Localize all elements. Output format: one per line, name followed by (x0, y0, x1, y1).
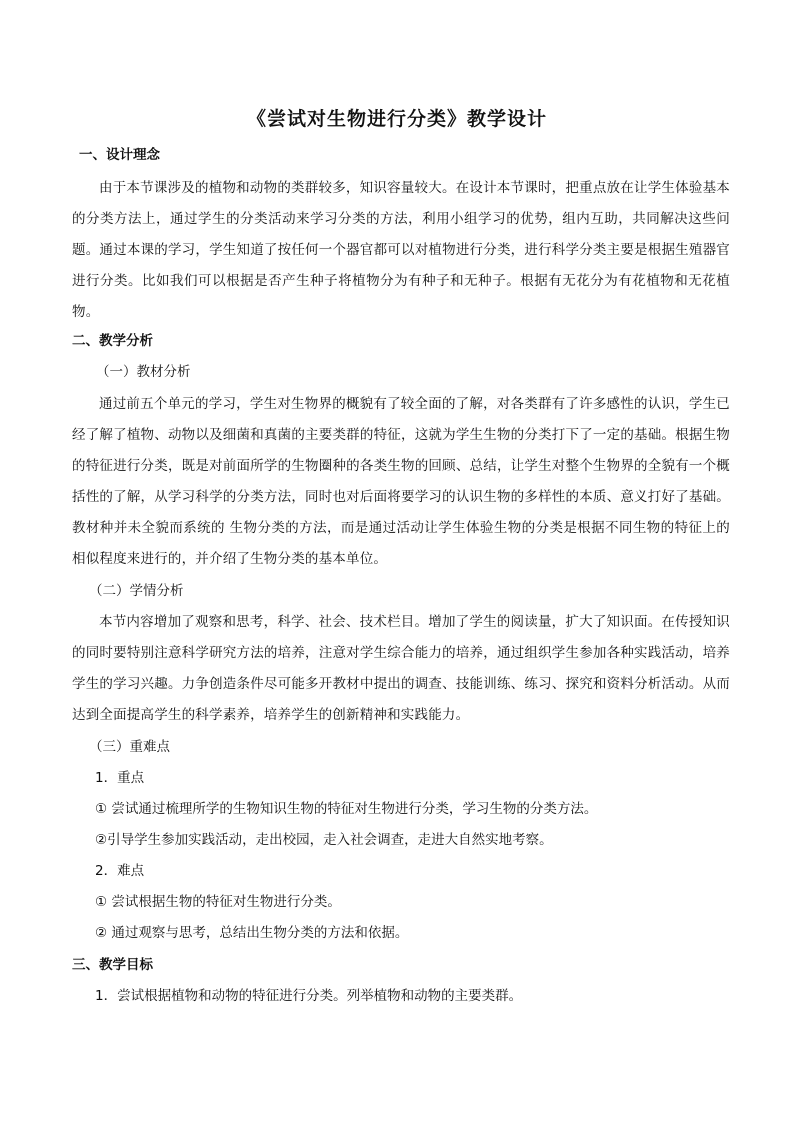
key-point-item-1: ① 尝试通过梳理所学的生物知识生物的特征对生物进行分类，学习生物的分类方法。 (95, 801, 598, 817)
difficult-point-item-1: ① 尝试根据生物的特征对生物进行分类。 (95, 894, 341, 910)
teaching-goal-item-1: 1．尝试根据植物和动物的特征进行分类。列举植物和动物的主要类群。 (95, 988, 523, 1004)
section-heading-teaching-goals: 三、教学目标 (72, 957, 153, 973)
document-title: 《尝试对生物进行分类》教学设计 (246, 108, 547, 130)
student-analysis-paragraph: 本节内容增加了观察和思考，科学、社会、技术栏目。增加了学生的阅读量，扩大了知识面。在传授知识的同时要特别注意科学研究方法的培养，注意对学生综合能力的培养，通过组织学生参加各种实践活动，培养学生的学习兴趣。力争创造条件尽可能多开教材中提出的调查、技能训练、练习、探究和资料分析活动。从而达到全面提高学生的科学素养，培养学生的创新精神和实践能力。 (72, 614, 730, 723)
key-points-label: 1．重点 (95, 770, 145, 786)
subheading-textbook-analysis: （一）教材分析 (96, 364, 191, 380)
section-heading-teaching-analysis: 二、教学分析 (72, 333, 153, 349)
subheading-key-difficult-points: （三）重难点 (89, 739, 170, 755)
section-heading-design-concept: 一、设计理念 (79, 147, 160, 163)
textbook-analysis-paragraph: 通过前五个单元的学习，学生对生物界的概貌有了较全面的了解，对各类群有了许多感性的认识，学生已经了解了植物、动物以及细菌和真菌的主要类群的特征，这就为学生生物的分类打下了一定的基础。根据生物的特征进行分类，既是对前面所学的生物圈种的各类生物的回顾、总结，让学生对整个生物界的全貌有一个概括性的了解，从学习科学的分类方法，同时也对后面将要学习的认识生物的多样性的本质、意义打好了基础。教材种并未全貌而系统的 生物分类的方法，而是通过活动让学生体验生物的分类是根据不同生物的特征上的相似程度来进行的，并介绍了生物分类的基本单位。 (72, 396, 730, 567)
key-point-item-2: ②引导学生参加实践活动，走出校园，走入社会调查，走进大自然实地考察。 (95, 832, 553, 848)
difficult-points-label: 2．难点 (95, 863, 145, 879)
difficult-point-item-2: ② 通过观察与思考，总结出生物分类的方法和依据。 (95, 925, 409, 941)
subheading-student-analysis: （二）学情分析 (89, 583, 184, 599)
design-concept-paragraph: 由于本节课涉及的植物和动物的类群较多，知识容量较大。在设计本节课时，把重点放在让学生体验基本的分类方法上，通过学生的分类活动来学习分类的方法，利用小组学习的优势，组内互助，共同解决这些问题。通过本课的学习，学生知道了按任何一个器官都可以对植物进行分类，进行科学分类主要是根据生殖器官进行分类。比如我们可以根据是否产生种子将植物分为有种子和无种子。根据有无花分为有花植物和无花植物。 (72, 180, 730, 320)
